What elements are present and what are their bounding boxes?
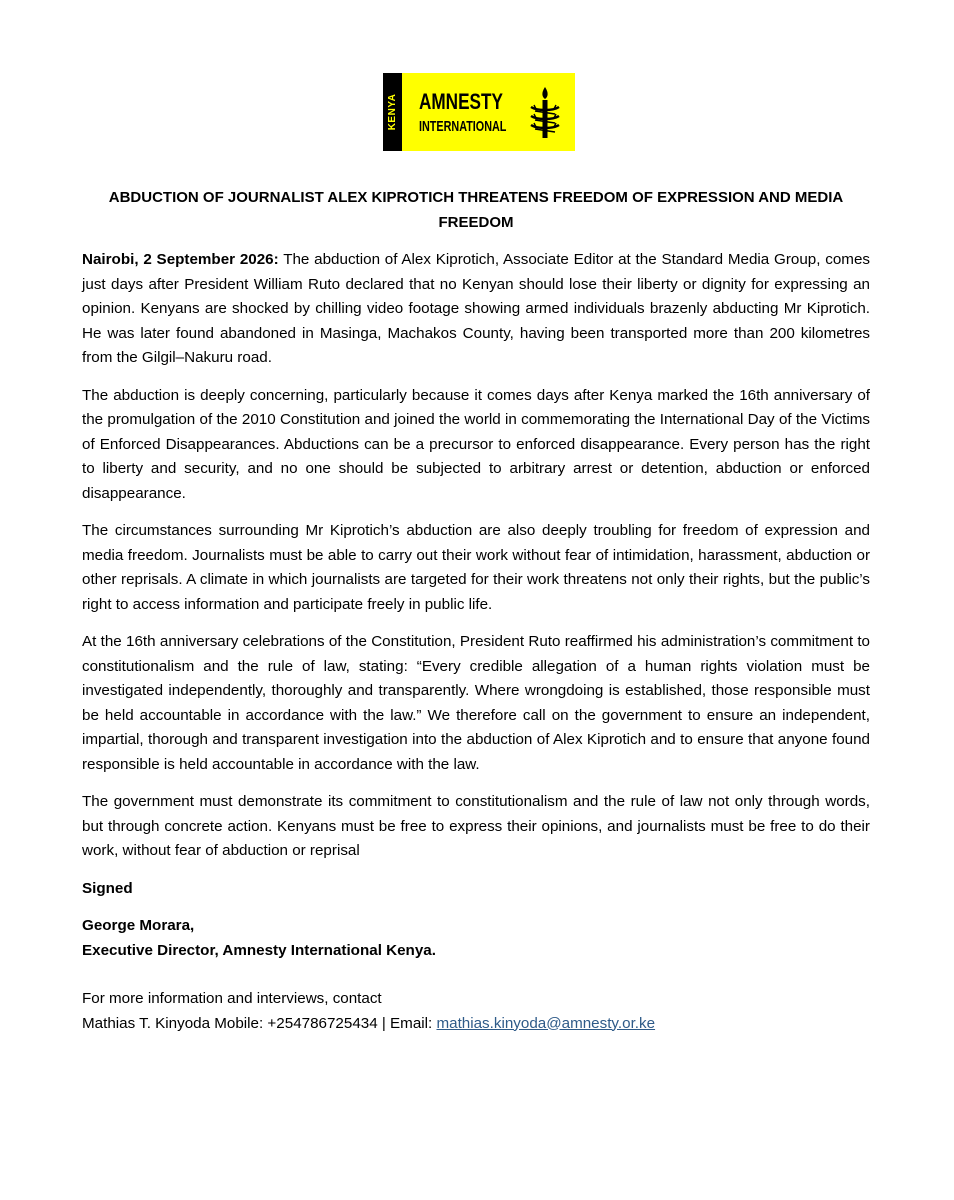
- contact-details-text: Mathias T. Kinyoda Mobile: +254786725434 | Email:: [82, 1014, 437, 1032]
- amnesty-kenya-logo: [383, 73, 575, 151]
- signatory-name: George Morara,: [82, 917, 195, 934]
- logo-wordmark-amnesty: AMNESTY: [419, 89, 503, 114]
- candle-barbed-wire-icon: [527, 85, 563, 141]
- logo-wordmark-international: INTERNATIONAL: [419, 118, 507, 135]
- paragraph-1: [82, 248, 870, 371]
- signature-block: [82, 914, 870, 963]
- contact-details: [82, 1012, 870, 1037]
- paragraph-1-text: The abduction of Alex Kiprotich, Associate Editor at the Standard Media Group, comes just days after President William Ruto declared that no Kenyan should lose their liberty or dignity for expressing an opinion. Kenyans are shocked by chilling video footage showing armed individuals brazenly abducting Mr Kiprotich. He was later found abandoned in Masinga, Machakos County, having been transported more than 200 kilometres from the Gilgil–Nakuru road.: [82, 251, 870, 366]
- paragraph-5: The government must demonstrate its commitment to constitutionalism and the rule of law not only through words, but through concrete action. Kenyans must be free to express their opinions, and journalists must be free to do their work, without fear of abduction or reprisal: [82, 793, 870, 859]
- paragraph-2: The abduction is deeply concerning, particularly because it comes days after Kenya marked the 16th anniversary of the promulgation of the 2010 Constitution and joined the world in commemorating the International Day of the Victims of Enforced Disappearances. Abductions can be a precursor to enforced disappearance. Every person has the right to liberty and security, and no one should be subjected to arbitrary arrest or detention, abduction or enforced disappearance.: [82, 386, 870, 502]
- logo-country-label: KENYA: [387, 93, 398, 131]
- signatory-title: Executive Director, Amnesty International Kenya.: [82, 941, 436, 959]
- press-release-body: [82, 248, 870, 1036]
- signed-label: Signed: [82, 879, 133, 897]
- paragraph-3: The circumstances surrounding Mr Kiprotich’s abduction are also deeply troubling for freedom of expression and media freedom. Journalists must be able to carry out their work without fear of intimidation, harassment, abduction or other reprisals. A climate in which journalists are targeted for their work threatens not only their rights, but the public’s right to access information and participate freely in public life.: [82, 522, 870, 613]
- contact-email-link[interactable]: mathias.kinyoda@amnesty.or.ke: [436, 1014, 656, 1032]
- contact-intro: For more information and interviews, contact: [82, 990, 382, 1007]
- logo-country-strip: [383, 73, 402, 151]
- contact-block: [82, 987, 870, 1036]
- paragraph-4: At the 16th anniversary celebrations of the Constitution, President Ruto reaffirmed his administration’s commitment to constitutionalism and the rule of law, stating: “Every credible allegation of a human rights violation must be investigated independently, thoroughly and transparently. Where wrongdoing is established, those responsible must be held accountable in accordance with the law.” We therefore call on the government to ensure an independent, impartial, thorough and transparent investigation into the abduction of Alex Kiprotich and to ensure that anyone found responsible is held accountable in accordance with the law.: [82, 633, 870, 773]
- press-release-title: ABDUCTION OF JOURNALIST ALEX KIPROTICH THREATENS FREEDOM OF EXPRESSION AND MEDIA FREEDOM: [108, 189, 844, 231]
- dateline: Nairobi, 2 September 2026:: [82, 251, 279, 268]
